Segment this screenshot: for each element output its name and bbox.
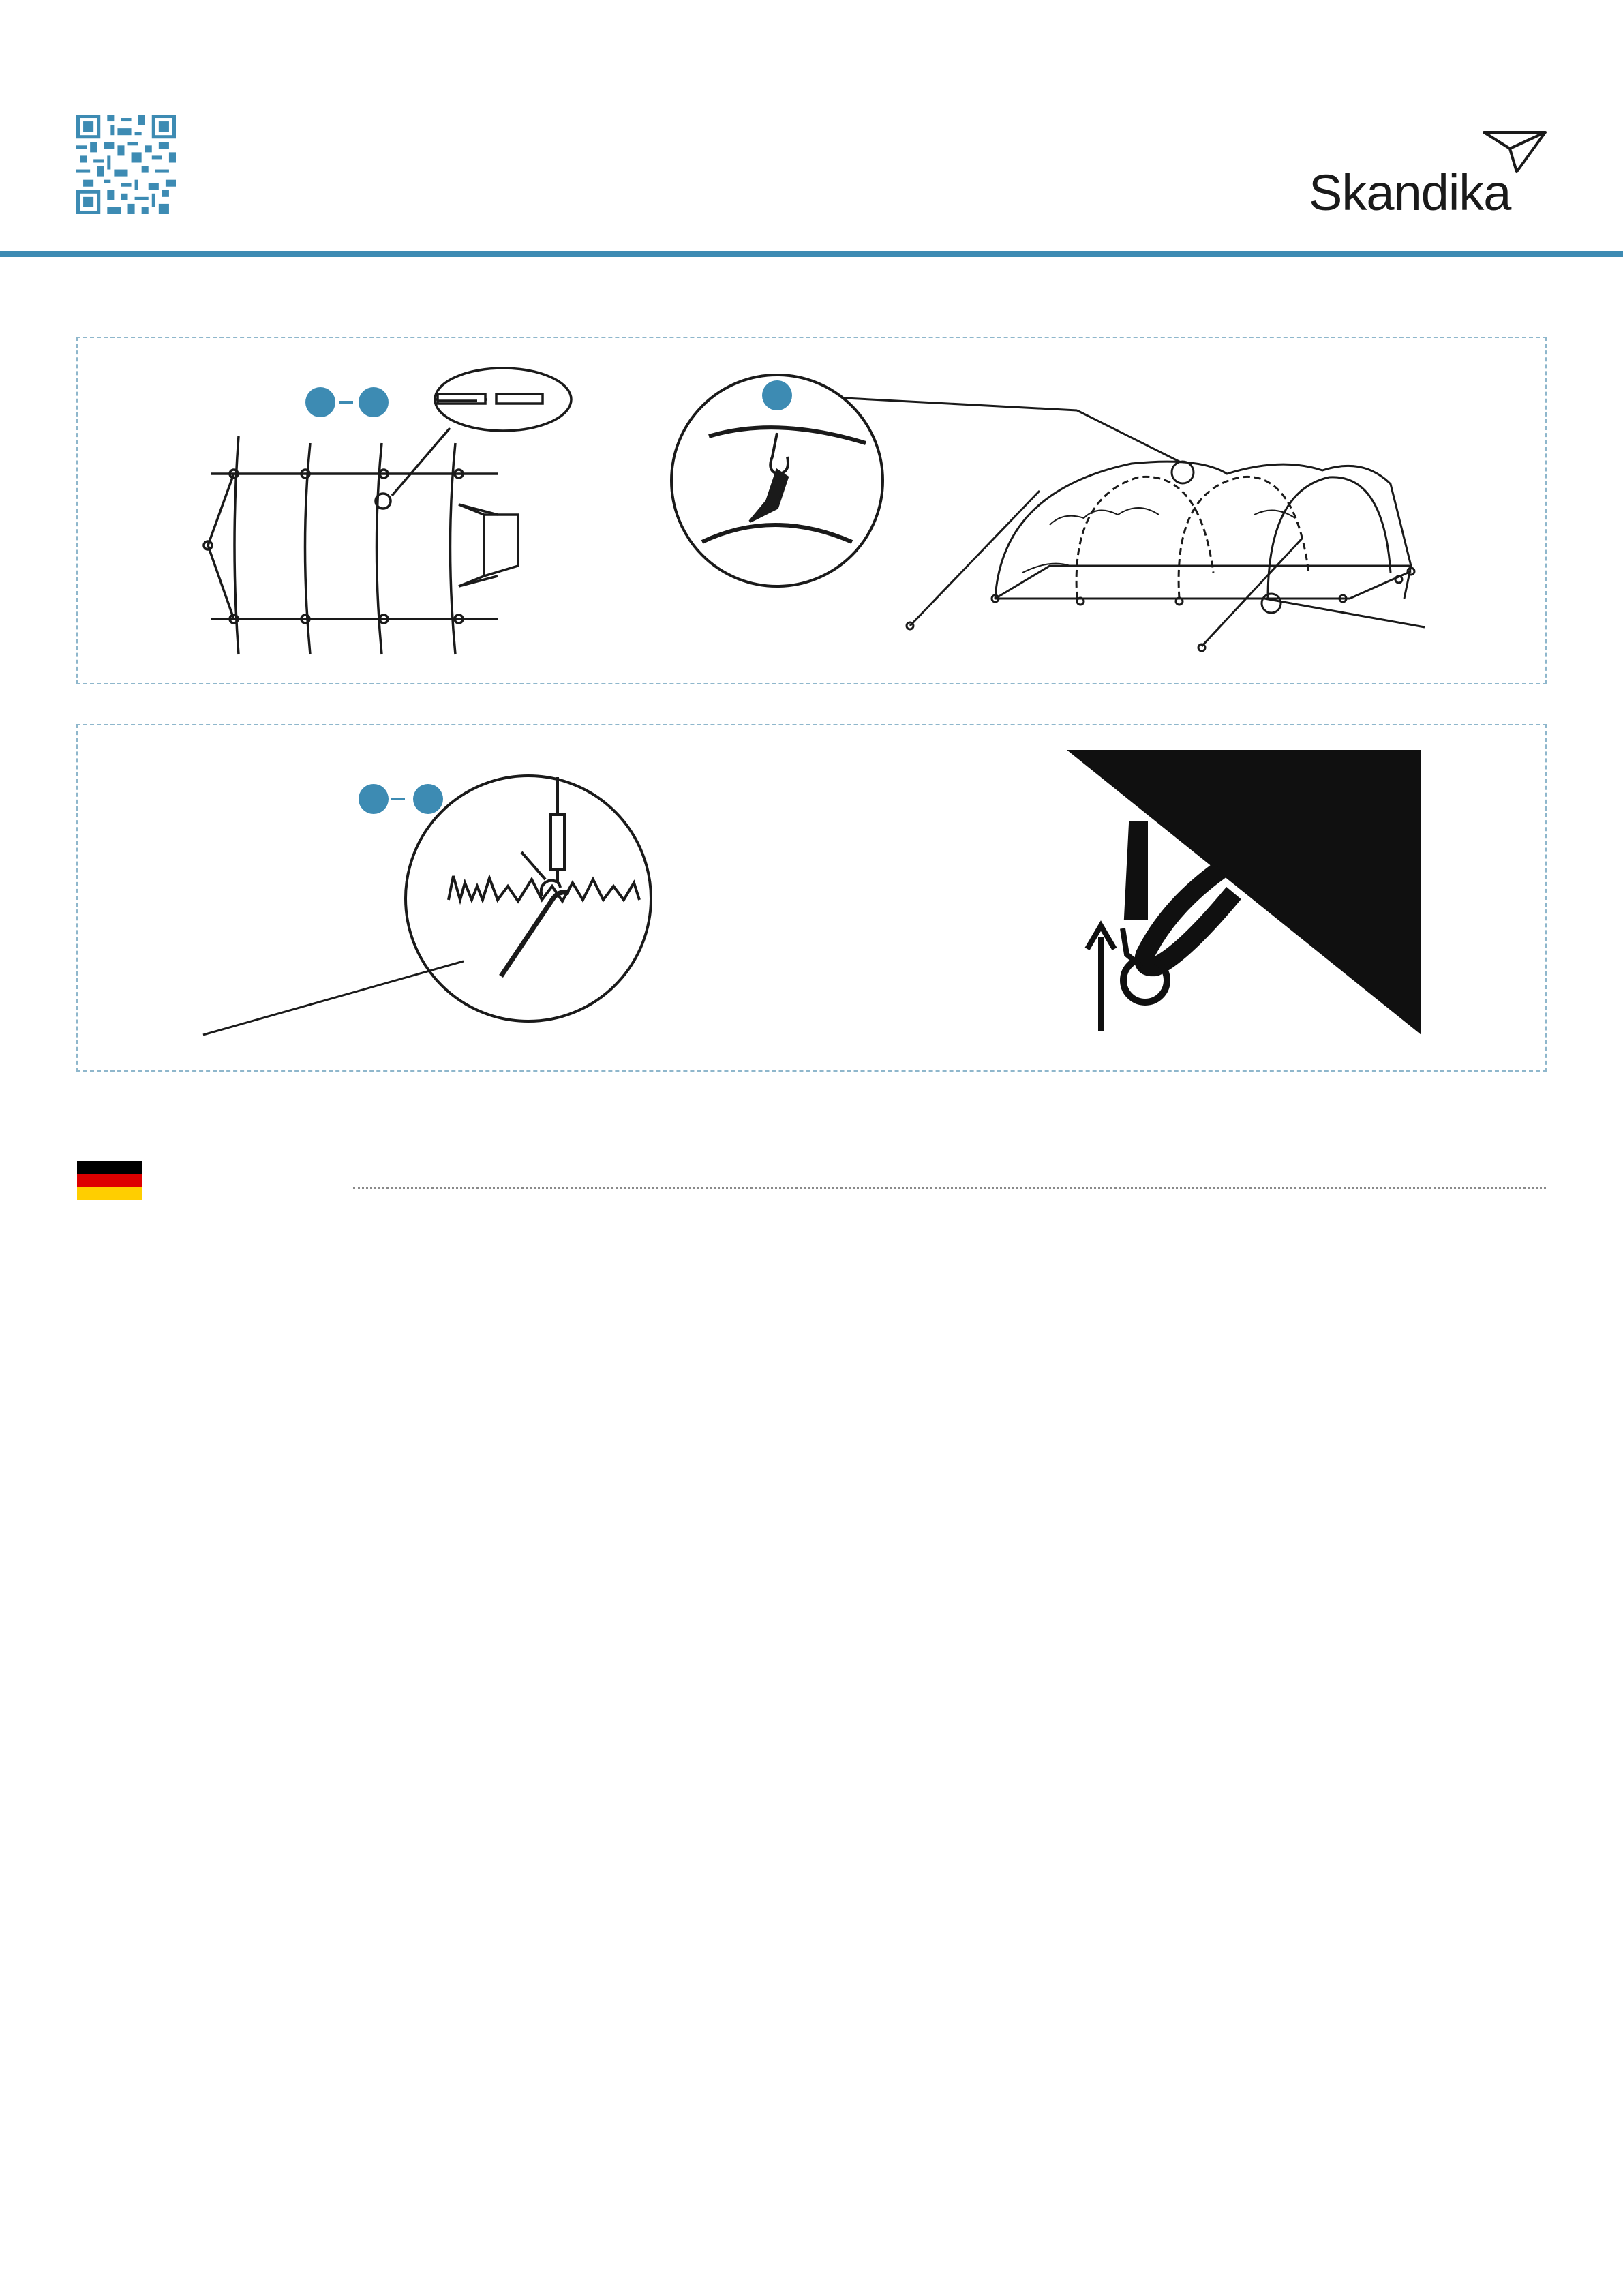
brand-name: Skandika (1309, 164, 1511, 221)
tent-assembled-illustration (845, 354, 1445, 661)
germany-flag-icon (77, 1161, 142, 1200)
step-badge-end (359, 387, 389, 417)
step-badge-single (762, 380, 792, 410)
step-badge-end-2 (413, 784, 443, 814)
tent-top-view-illustration (198, 361, 593, 661)
step-badge-start (305, 387, 335, 417)
brand-logo (1309, 130, 1547, 221)
header-divider (0, 251, 1623, 257)
qr-code-icon (76, 115, 176, 214)
peg-ground-detail-illustration (198, 757, 716, 1043)
pole-pin-detail-illustration (1067, 750, 1428, 1036)
step-badge-start-2 (359, 784, 389, 814)
section-divider (353, 1187, 1546, 1189)
